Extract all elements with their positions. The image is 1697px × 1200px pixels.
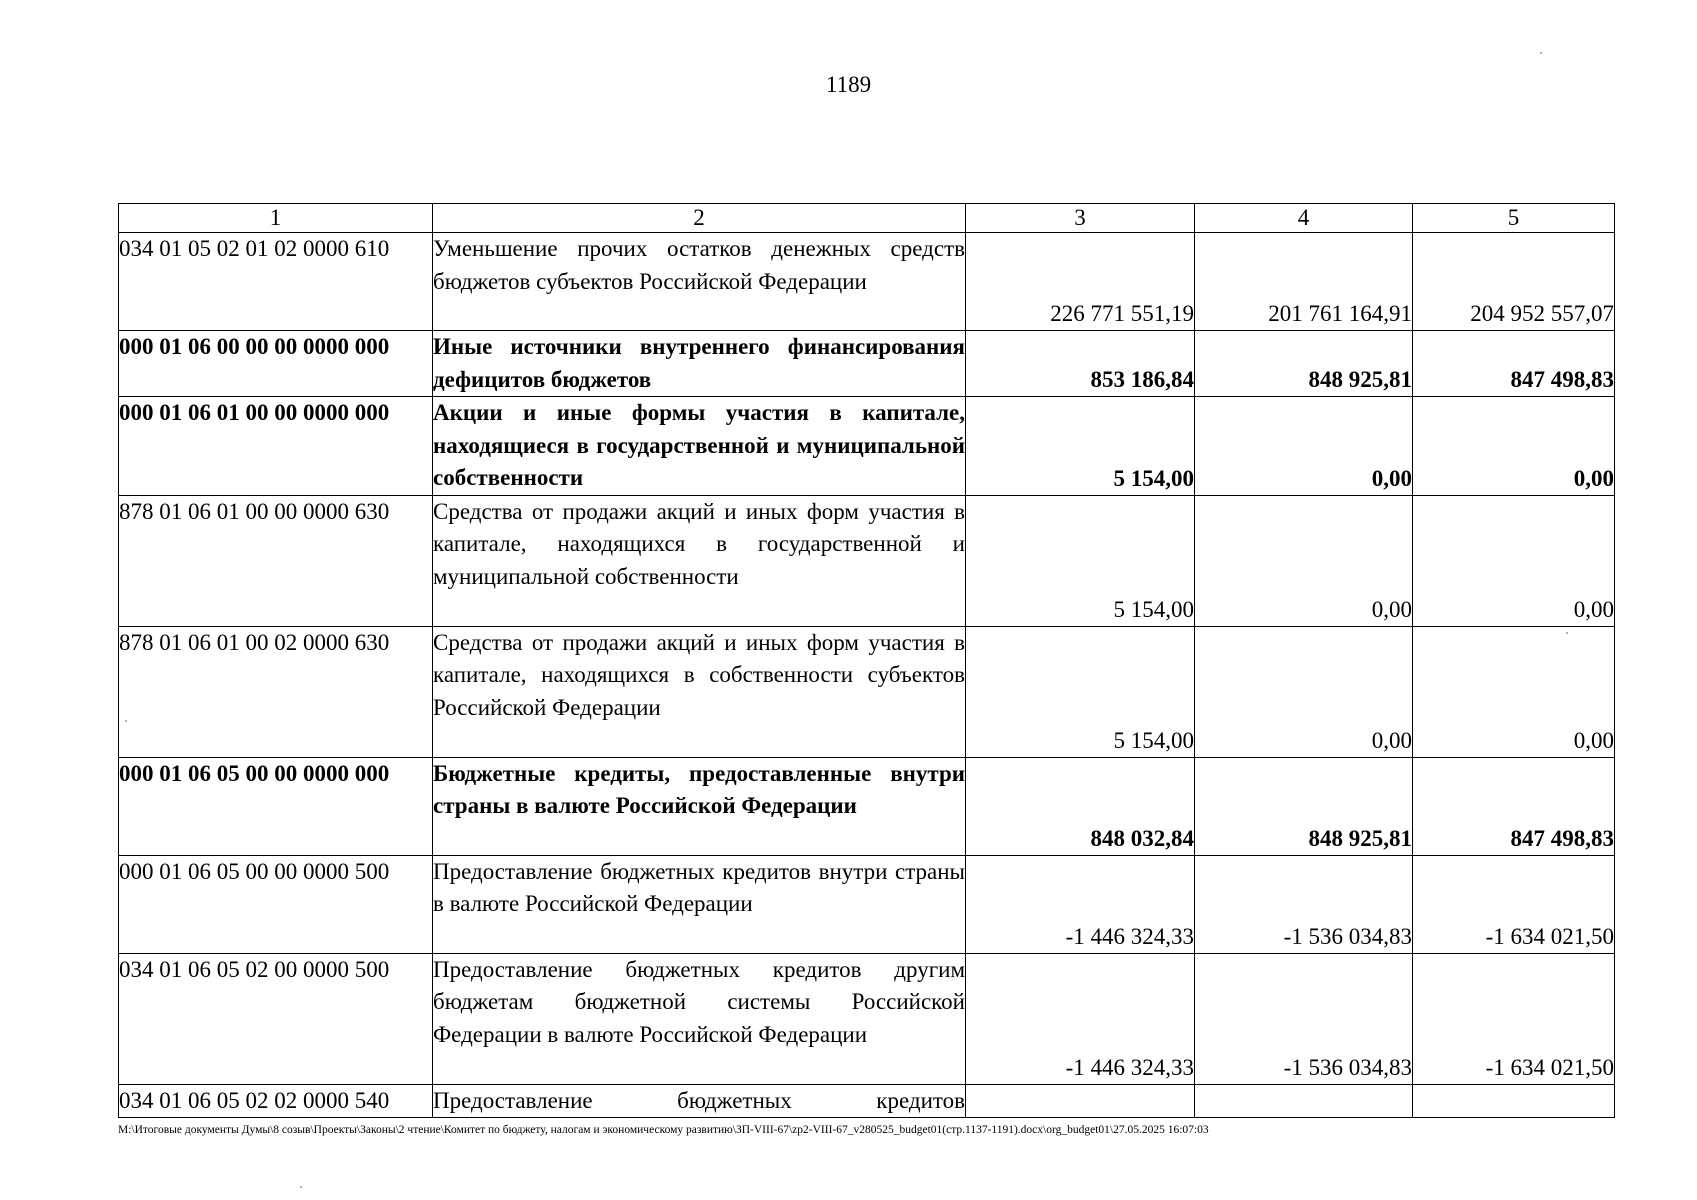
budget-code-cell: 000 01 06 05 00 00 0000 500 [119,855,433,953]
value-col4-cell: 848 925,81 [1195,757,1413,855]
item-name-cell: Акции и иные формы участия в капитале, находящиеся в государственной и муниципальной собственности [433,397,966,496]
value-col3-cell: 848 032,84 [966,757,1195,855]
scan-speck [1566,632,1568,634]
budget-code-cell: 034 01 06 05 02 00 0000 500 [119,953,433,1084]
value-col5-cell: 0,00 [1413,626,1615,757]
value-col4-cell: -1 536 034,83 [1195,855,1413,953]
table-header-row [119,204,1615,233]
column-header: 2 [433,204,966,233]
budget-code-cell: 034 01 05 02 01 02 0000 610 [119,233,433,331]
value-col3-cell: -1 446 324,33 [966,953,1195,1084]
budget-code-cell: 000 01 06 00 00 00 0000 000 [119,331,433,397]
value-col3-cell: 5 154,00 [966,397,1195,496]
budget-code-cell: 000 01 06 05 00 00 0000 000 [119,757,433,855]
budget-code-cell: 034 01 06 05 02 02 0000 540 [119,1084,433,1118]
budget-code-cell: 878 01 06 01 00 00 0000 630 [119,495,433,626]
value-col3-cell: 226 771 551,19 [966,233,1195,331]
value-col3-cell: 853 186,84 [966,331,1195,397]
value-col4-cell: 0,00 [1195,495,1413,626]
table-row [119,397,1615,496]
column-header: 3 [966,204,1195,233]
budget-code-cell: 000 01 06 01 00 00 0000 000 [119,397,433,496]
value-col4-cell: 201 761 164,91 [1195,233,1413,331]
value-col4-cell: -1 536 034,83 [1195,953,1413,1084]
item-name-cell: Иные источники внутреннего финансирования дефицитов бюджетов [433,331,966,397]
value-col5-cell: 847 498,83 [1413,757,1615,855]
value-col5-cell: 847 498,83 [1413,331,1615,397]
column-header: 5 [1413,204,1615,233]
scan-speck [125,720,127,722]
value-col4-cell: 0,00 [1195,626,1413,757]
value-col4-cell: 848 925,81 [1195,331,1413,397]
item-name-cell: Уменьшение прочих остатков денежных средств бюджетов субъектов Российской Федерации [433,233,966,331]
value-col3-cell [966,1084,1195,1118]
value-col4-cell [1195,1084,1413,1118]
item-name-cell: Предоставление бюджетных кредитов внутри страны в валюте Российской Федерации [433,855,966,953]
budget-sources-table [118,203,1615,1118]
value-col5-cell: 204 952 557,07 [1413,233,1615,331]
value-col4-cell: 0,00 [1195,397,1413,496]
value-col3-cell: 5 154,00 [966,495,1195,626]
table-row [119,626,1615,757]
table-row [119,495,1615,626]
table-row [119,331,1615,397]
column-header: 4 [1195,204,1413,233]
value-col3-cell: 5 154,00 [966,626,1195,757]
table-row [119,757,1615,855]
scan-speck [1540,52,1542,54]
budget-code-cell: 878 01 06 01 00 02 0000 630 [119,626,433,757]
value-col5-cell [1413,1084,1615,1118]
value-col3-cell: -1 446 324,33 [966,855,1195,953]
table-row [119,233,1615,331]
item-name-cell: Предоставление бюджетных кредитов другим бюджетам бюджетной системы Российской Федерации в валюте Российской Федерации [433,953,966,1084]
item-name-cell: Средства от продажи акций и иных форм участия в капитале, находящихся в государственной и муниципальной собственности [433,495,966,626]
document-file-path: M:\Итоговые документы Думы\8 созыв\Проекты\Законы\2 чтение\Комитет по бюджету, налогам и экономическому развитию\ЗП-VIII-67\zp2-VIII-67_v280525_budget01(стр.1137-1191).docx\org_budget01\27.05.2025 16:07:03 [118,1124,1209,1136]
value-col5-cell: -1 634 021,50 [1413,855,1615,953]
value-col5-cell: 0,00 [1413,495,1615,626]
table-row [119,1084,1615,1118]
value-col5-cell: -1 634 021,50 [1413,953,1615,1084]
value-col5-cell: 0,00 [1413,397,1615,496]
column-header: 1 [119,204,433,233]
table-row [119,855,1615,953]
item-name-cell: Бюджетные кредиты, предоставленные внутри страны в валюте Российской Федерации [433,757,966,855]
scan-speck [300,1186,302,1188]
item-name-cell: Средства от продажи акций и иных форм участия в капитале, находящихся в собственности субъектов Российской Федерации [433,626,966,757]
table-row [119,953,1615,1084]
item-name-cell: Предоставление бюджетных кредитов [433,1084,966,1118]
page-number: 1189 [825,72,872,97]
